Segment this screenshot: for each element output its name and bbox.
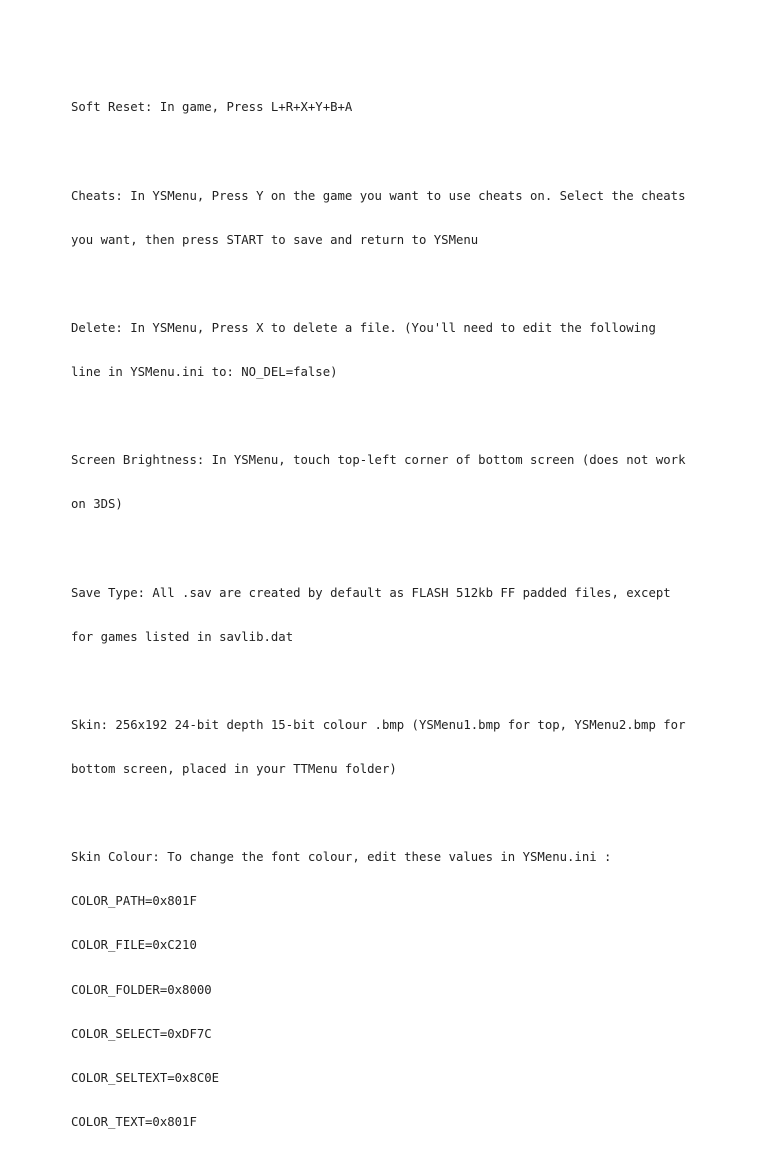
color-setting-line: COLOR_SELECT=0xDF7C bbox=[71, 1026, 212, 1041]
paragraph-delete bbox=[71, 292, 711, 410]
text-line: Delete: In YSMenu, Press X to delete a file. (You'll need to edit the following bbox=[71, 320, 656, 335]
paragraph-cheats bbox=[71, 159, 711, 277]
text-line: you want, then press START to save and return to YSMenu bbox=[71, 232, 479, 247]
text-line: Screen Brightness: In YSMenu, touch top-left corner of bottom screen (does not work bbox=[71, 453, 686, 468]
text-line: Skin: 256x192 24-bit depth 15-bit colour .bmp (YSMenu1.bmp for top, YSMenu2.bmp for bbox=[71, 717, 686, 732]
text-line: Soft Reset: In game, Press L+R+X+Y+B+A bbox=[71, 100, 353, 115]
color-setting-line: COLOR_SELTEXT=0x8C0E bbox=[71, 1070, 220, 1085]
text-line: line in YSMenu.ini to: NO_DEL=false) bbox=[71, 365, 338, 380]
text-line: Cheats: In YSMenu, Press Y on the game you want to use cheats on. Select the cheats bbox=[71, 188, 686, 203]
color-setting-line: COLOR_TEXT=0x801F bbox=[71, 1114, 197, 1129]
text-line: bottom screen, placed in your TTMenu folder) bbox=[71, 761, 397, 776]
text-line: on 3DS) bbox=[71, 497, 123, 512]
paragraph-soft-reset bbox=[71, 71, 711, 145]
color-setting-line: COLOR_PATH=0x801F bbox=[71, 894, 197, 909]
document-page bbox=[71, 71, 711, 1174]
text-line: Save Type: All .sav are created by default as FLASH 512kb FF padded files, except bbox=[71, 585, 671, 600]
paragraph-skin bbox=[71, 688, 711, 806]
text-line: for games listed in savlib.dat bbox=[71, 629, 294, 644]
text-line: Skin Colour: To change the font colour, edit these values in YSMenu.ini : bbox=[71, 850, 612, 865]
color-setting-line: COLOR_FOLDER=0x8000 bbox=[71, 982, 212, 997]
paragraph-skin-colour bbox=[71, 821, 711, 1159]
color-setting-line: COLOR_FILE=0xC210 bbox=[71, 938, 197, 953]
paragraph-screen-brightness bbox=[71, 424, 711, 542]
paragraph-save-type bbox=[71, 556, 711, 674]
